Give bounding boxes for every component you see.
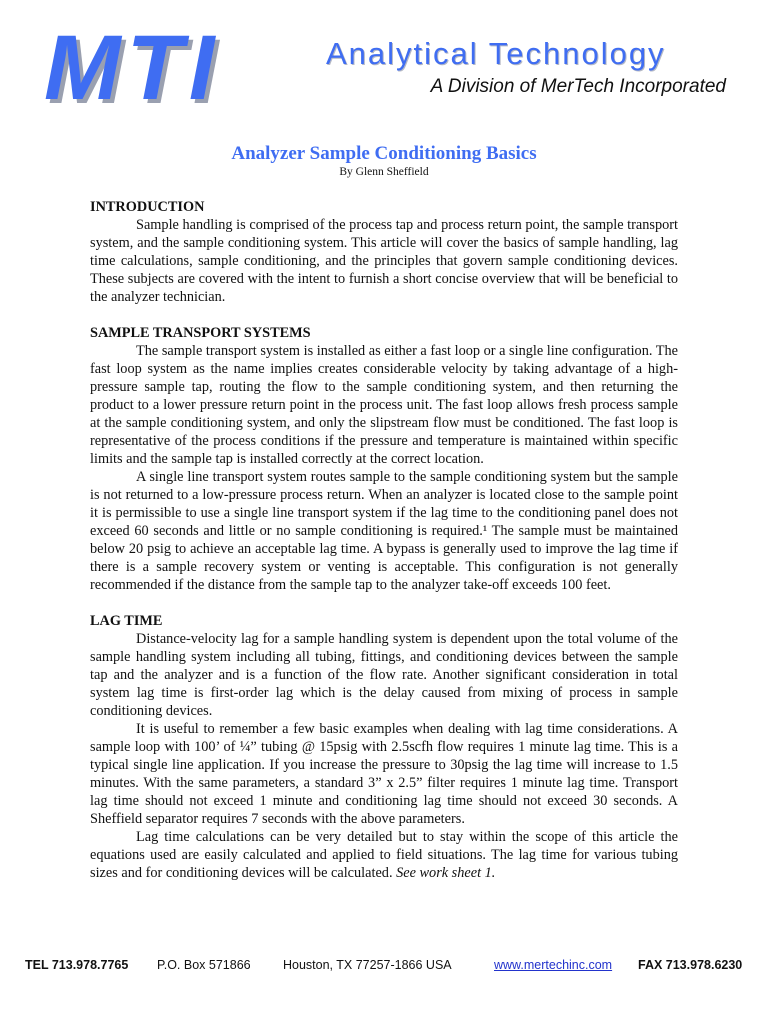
paragraph: It is useful to remember a few basic examples when dealing with lag time considerations. A sample loop with 100’ of ¼” tubing @ 15psig with 2.5scfh flow requires 1 minute lag time. This is a typical single line application. If you increase the pressure to 30psig the lag time will increase to 1.5 minutes. With the same parameters, a standard 3” x 2.5” filter requires 1 minute lag time. Transport lag time should not exceed 1 minute and conditioning lag time should not exceed 30 seconds. A Sheffield separator requires 7 seconds with the above parameters. [90,721,678,827]
paragraph: The sample transport system is installed as either a fast loop or a single line configuration. The fast loop system as the name implies creates considerable velocity by taking advantage of a high-pressure sample tap, routing the flow to the sample conditioning system, and then returning the product to a lower pressure return point in the process unit. The fast loop allows fresh process sample at the sample conditioning system, and only the slipstream flow must be conditioned. The fast loop is representative of the process conditions if the pressure and temperature is maintained within specific limits and the sample tap is installed correctly at the correct location. [90,343,678,467]
brand-name: Analytical Technology [326,36,666,71]
footer-tel: TEL 713.978.7765 [25,958,129,972]
mti-logo: MTI [44,17,221,119]
footer-fax: FAX 713.978.6230 [638,958,743,972]
paragraph: Distance-velocity lag for a sample handling system is dependent upon the total volume of the sample handling system including all tubing, fittings, and conditioning devices between the sample tap and the analyzer and is a function of the flow rate. Another significant consideration in total system lag time is first-order lag which is the delay caused from mixing of process in sample conditioning devices. [90,631,678,719]
article-title: Analyzer Sample Conditioning Basics [231,143,537,164]
paragraph: Sample handling is comprised of the process tap and process return point, the sample transport system, and the sample conditioning system. This article will cover the basics of sample handling, lag time calculations, sample conditioning, and the principles that govern sample conditioning devices. These subjects are covered with the intent to furnish a short concise overview that will be beneficial to the analyzer technician. [90,217,678,305]
footer-pobox: P.O. Box 571866 [157,958,251,972]
division-tagline: A Division of MerTech Incorporated [430,76,726,97]
paragraph-text: Lag time calculations can be very detailed but to stay within the scope of this article the equations used are easily calculated and applied to field situations. The lag time for various tubing sizes and for conditioning devices will be calculated. [90,829,678,881]
footer-website-link[interactable]: www.mertechinc.com [494,958,613,972]
section-heading-introduction: INTRODUCTION [90,199,205,215]
section-heading-sample-transport: SAMPLE TRANSPORT SYSTEMS [90,325,311,341]
article-body [90,198,678,882]
worksheet-reference: See work sheet 1. [396,865,496,881]
paragraph: A single line transport system routes sample to the sample conditioning system but the sample is not returned to a low-pressure process return. When an analyzer is located close to the sample point it is permissible to use a single line transport system if the lag time to the conditioning panel does not exceed 60 seconds and little or no sample conditioning is required.¹ The sample must be maintained below 20 psig to achieve an acceptable lag time. A bypass is generally used to improve the lag time if there is a sample recovery system or venting is acceptable. This configuration is not generally recommended if the distance from the sample tap to the analyzer take-off exceeds 100 feet. [90,469,678,593]
article-byline: By Glenn Sheffield [339,166,429,178]
paragraph [90,828,678,882]
section-heading-lag-time: LAG TIME [90,613,163,629]
footer-address: Houston, TX 77257-1866 USA [283,958,452,972]
